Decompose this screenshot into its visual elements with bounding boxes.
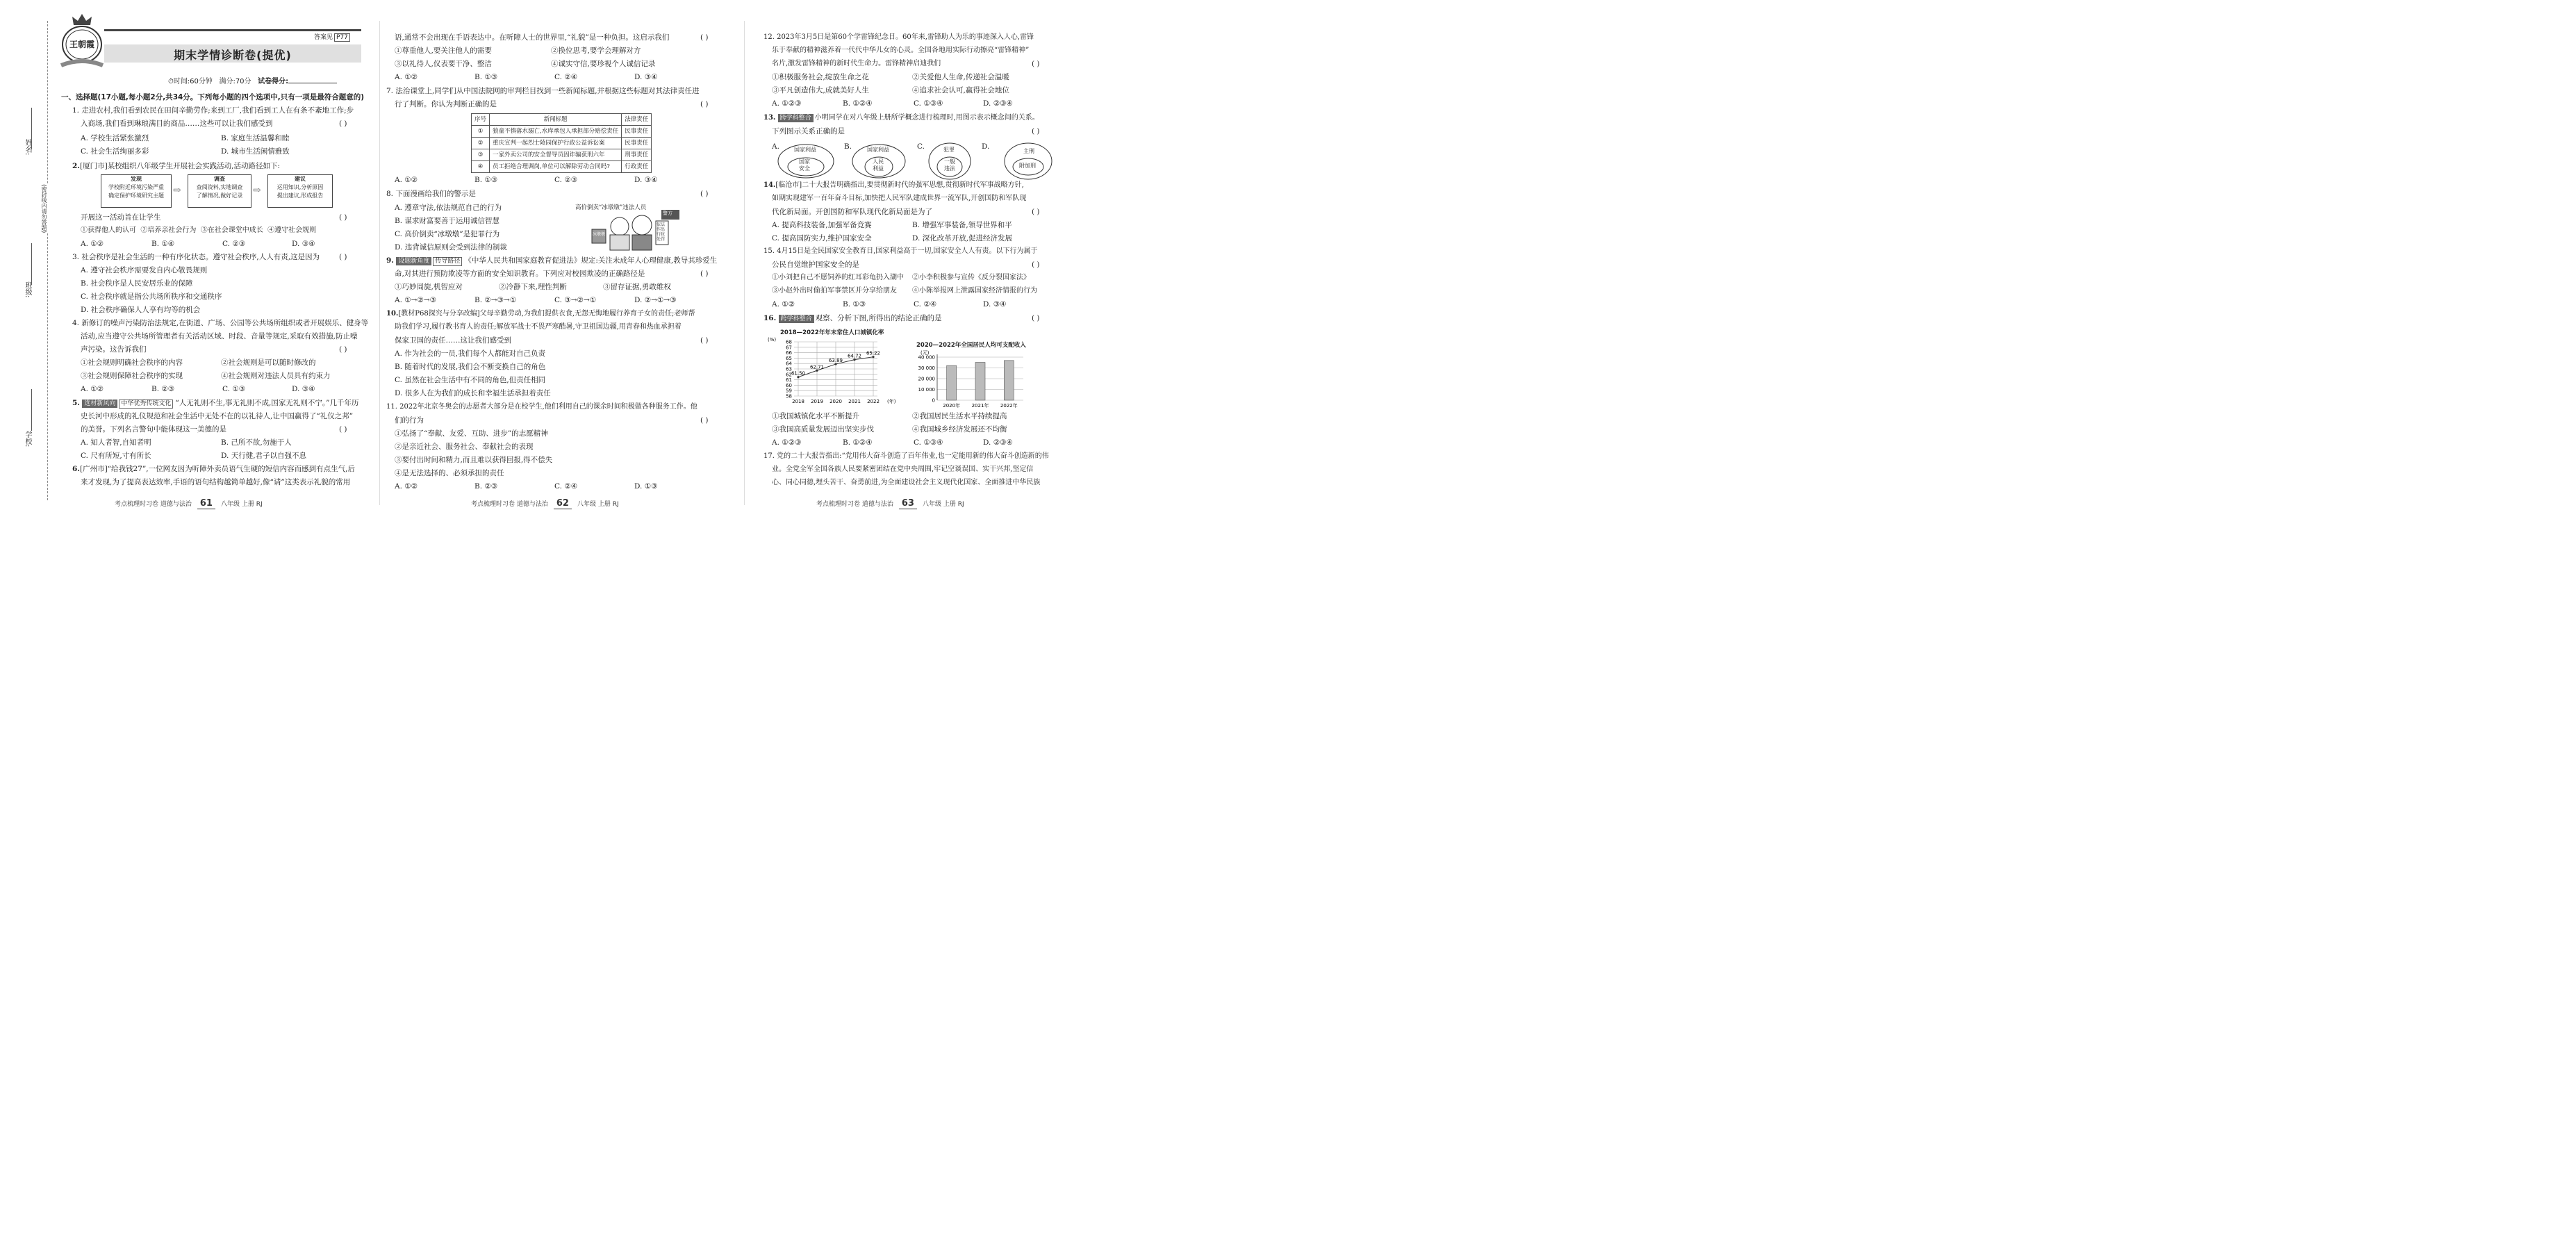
q3-stem: 3. 社会秩序是社会生活的一种有序化状态。遵守社会秩序,人人有责,这是因为 [72, 253, 320, 261]
chart1-title: 2018—2022年年末常住人口城镇化率 [780, 329, 884, 336]
q15-statement-2: ②小李积极参与宣传《反分裂国家法》 [912, 274, 1030, 281]
y-tick-label: 63 [786, 366, 792, 372]
x-tick-label: 2022年 [1000, 403, 1018, 408]
q10-option-a[interactable]: A. 作为社会的一员,我们每个人都能对自己负责 [395, 349, 546, 358]
q5-option-c[interactable]: C. 尺有所短,寸有所长 [81, 452, 151, 460]
answer-ref: 答案见 P77 [314, 32, 350, 41]
q6-statement-2: ②换位思考,要学会理解对方 [551, 47, 641, 55]
q15-statement-1: ①小刘把自己不愿饲养的红耳彩龟扔入湖中 [772, 274, 904, 281]
table-row: ① 狼童不慎落水溺亡,水库承包人承担部分赔偿责任 民事责任 [472, 126, 652, 138]
q1-option-c[interactable]: C. 社会生活绚丽多彩 [81, 147, 149, 156]
page-63 [747, 0, 1089, 526]
q10-stem-3: 保家卫国的责任……这让我们感受到 [395, 336, 511, 345]
diagram-c-outer-text: 犯罪 [943, 147, 955, 153]
school-label: 学校: [24, 431, 31, 447]
q4-statement-2: ②社会规则是可以随时修改的 [221, 359, 316, 367]
q8-option-d[interactable]: D. 违背诚信原则会受到法律的制裁 [395, 243, 507, 252]
table-header: 序号 [472, 114, 490, 126]
q12-option-c[interactable]: C. ①③④ [914, 99, 943, 108]
data-label: 63.89 [828, 358, 843, 364]
x-tick-label: 2021年 [971, 403, 989, 408]
cartoon-sign: 警方 [663, 211, 672, 216]
diagram-b-inner-text: 人民利益 [873, 158, 884, 172]
q7-option-a[interactable]: A. ①② [395, 176, 418, 184]
urbanization-line-chart [766, 335, 905, 408]
q17-stem-1: 17. 党的二十大报告指出:“党用伟大奋斗创造了百年伟业,也一定能用新的伟大奋斗创造新的伟 [763, 452, 1049, 460]
q11-statement-4: ④是无法选择的、必须承担的责任 [395, 469, 504, 477]
q9-option-c[interactable]: C. ③→②→① [554, 296, 597, 304]
q9-option-d[interactable]: D. ②→①→③ [634, 296, 677, 304]
q7-stem-1: 7. 法治课堂上,同学们从中国法院网的审判栏目找到一些新闻标题,并根据这些标题对其法律责任进 [386, 87, 700, 95]
q10-option-c[interactable]: C. 虽然在社会生活中有不同的角色,但责任相同 [395, 376, 546, 384]
title-rule [104, 29, 361, 31]
q13-stem-1: 13. 跨学科整合 小明同学在对八年级上册所学概念进行梳理时,用图示表示概念间的关系。 [763, 114, 1039, 122]
q2-stem-2: 开展这一活动旨在让学生 [81, 213, 161, 222]
y-tick-label: 30 000 [918, 365, 935, 371]
q12-option-d[interactable]: D. ②③④ [983, 99, 1013, 108]
x-axis-unit: (年) [887, 399, 896, 404]
flow-step-3: 建议 运用知识,分析原因 提出建议,形成报告 [267, 174, 333, 208]
q13-stem-2: 下列图示关系正确的是 [772, 127, 845, 135]
q5-stem-1: 5. 选材新风向 中华优秀传统文化 “人无礼则不生,事无礼则不成,国家无礼则不宁。”几千年历 [72, 399, 359, 407]
q4-option-a[interactable]: A. ①② [81, 385, 104, 393]
flow-step-1: 发现 学校附近环境污染严重 确定保护环境研究主题 [101, 174, 172, 208]
clock-icon: ⏱ [168, 78, 174, 85]
flow-step-2: 调查 查阅资料,实地调查 了解情况,做好记录 [188, 174, 251, 208]
cartoon-caption: 高价倒卖“冰墩墩”违法人员 [575, 204, 647, 211]
q8-stem: 8. 下面漫画给我们的警示是 [386, 190, 476, 198]
page-61 [0, 0, 379, 526]
diagram-b-label[interactable]: B. [844, 142, 852, 151]
q15-statement-3: ③小赵外出时偷拍军事禁区并分享给朋友 [772, 287, 897, 295]
q16-option-a[interactable]: A. ①②③ [772, 438, 802, 447]
q1-answer-box[interactable]: ( ) [339, 120, 347, 128]
q4-answer-box[interactable]: ( ) [339, 345, 347, 354]
data-label: 62.71 [809, 364, 825, 370]
q12-statement-2: ②关爱他人生命,传递社会温暖 [912, 73, 1009, 81]
q15-statement-4: ④小陈举报网上泄露国家经济情报的行为 [912, 287, 1037, 295]
q12-statement-4: ④追求社会认可,赢得社会地位 [912, 86, 1009, 94]
diagram-c-label[interactable]: C. [917, 142, 925, 151]
q14-option-c[interactable]: C. 提高国防实力,维护国家安全 [772, 234, 872, 242]
q15-option-a[interactable]: A. ①② [772, 300, 795, 308]
q5-stem-2: 史长河中形成的礼仪规范和社会生活中无处不在的以礼待人,让中国赢得了“礼仪之邦” [81, 412, 354, 420]
diagram-a-label[interactable]: A. [772, 142, 779, 151]
q11-statement-3: ③要付出时间和精力,而且难以获得回报,得不偿失 [395, 456, 553, 464]
income-bar-chart [905, 347, 1044, 408]
q15-option-d[interactable]: D. ③④ [983, 300, 1007, 308]
y-tick-label: 10 000 [918, 387, 935, 393]
x-tick-label: 2019 [811, 399, 823, 404]
y-tick-label: 64 [786, 361, 792, 367]
q14-option-d[interactable]: D. 深化改革开放,促进经济发展 [912, 234, 1013, 242]
q6-stem-1: 6.[广州市]“给我钱27”,一位网友因为听障外卖员语气生硬的短信内容而感到有点生气,后 [72, 465, 355, 473]
q15-option-b[interactable]: B. ①③ [843, 300, 866, 308]
q1-option-b[interactable]: B. 家庭生活温馨和睦 [221, 134, 290, 142]
page-divider [744, 21, 745, 505]
q6-stem-2: 来才发现,为了提高表达效率,手语的语句结构越简单越好,像“请”这类表示礼貌的常用 [81, 478, 351, 486]
x-tick-label: 2022 [867, 399, 880, 404]
x-tick-label: 2021 [848, 399, 861, 404]
q11-statement-1: ①弘扬了“奉献、友爱、互助、进步”的志愿精神 [395, 429, 548, 438]
q4-stem-3: 声污染。这告诉我们 [81, 345, 147, 354]
q14-stem-3: 代化新局面。开创国防和军队现代化新局面是为了 [772, 208, 932, 216]
chart2-title: 2020—2022年全国居民人均可支配收入 [916, 342, 1026, 349]
q5-option-d[interactable]: D. 天行健,君子以自强不息 [221, 452, 307, 460]
q10-answer-box[interactable]: ( ) [700, 336, 709, 345]
q2-option-c[interactable]: C. ②③ [222, 240, 246, 248]
diagram-c-inner-text: 一般违法 [944, 158, 955, 172]
q12-stem-3: 名片,激发雷锋精神的新时代生命力。雷锋精神启迪我们 [772, 60, 941, 67]
table-header: 新闻标题 [490, 114, 622, 126]
footer: 考点梳理时习卷 道德与法治 61 八年级 上册 RJ [115, 498, 263, 509]
y-axis-unit: (%) [768, 337, 777, 343]
q12-stem-1: 12. 2023年3月5日是第60个学雷锋纪念日。60年来,雷锋助人为乐的事迹深入人心,雷锋 [763, 33, 1034, 41]
q2-stem: 2.[厦门市]某校组织八年级学生开展社会实践活动,活动路径如下: [72, 162, 281, 170]
q5-answer-box[interactable]: ( ) [339, 425, 347, 434]
q16-stem: 16. 跨学科整合 观察、分析下图,所得出的结论正确的是 [763, 314, 942, 322]
page-title: 期末学情诊断卷(提优) [174, 49, 292, 62]
q15-stem-1: 15. 4月15日是全民国家安全教育日,国家利益高于一切,国家安全人人有责。以下行为属于 [763, 247, 1038, 255]
q9-statement-1: ①巧妙周旋,机智应对 [395, 283, 463, 291]
exam-info: ⏱时间:60分钟 满分:70分 试卷得分: [168, 75, 337, 85]
x-tick-label: 2018 [792, 399, 804, 404]
q9-option-b[interactable]: B. ②→③→① [474, 296, 517, 304]
q3-option-b[interactable]: B. 社会秩序是人民安居乐业的保障 [81, 279, 193, 288]
q12-statement-1: ①积极服务社会,绽放生命之花 [772, 73, 869, 81]
q10-option-b[interactable]: B. 随着时代的发展,我们会不断变换自己的角色 [395, 363, 546, 371]
q12-answer-box[interactable]: ( ) [1032, 60, 1040, 68]
q5-option-a[interactable]: A. 知人者智,自知者明 [81, 438, 151, 447]
q11-option-c[interactable]: C. ②④ [554, 482, 578, 491]
q16-option-d[interactable]: D. ②③④ [983, 438, 1013, 447]
footer: 考点梳理时习卷 道德与法治 63 八年级 上册 RJ [816, 498, 964, 509]
y-tick-label: 66 [786, 350, 792, 356]
q16-statement-2: ②我国居民生活水平持续提高 [912, 412, 1007, 420]
class-label: 班级: [24, 281, 31, 298]
q16-option-c[interactable]: C. ①③④ [914, 438, 943, 447]
q11-statement-2: ②是亲近社会、服务社会、奉献社会的表现 [395, 443, 534, 451]
y-tick-label: 20 000 [918, 376, 935, 382]
q6-statement-4: ④诚实守信,要珍视个人诚信记录 [551, 60, 656, 68]
q16-statement-4: ④我国城乡经济发展还不均衡 [912, 425, 1007, 434]
q11-stem-1: 11. 2022年北京冬奥会的志愿者大部分是在校学生,他们利用自己的课余时间积极做各种服务工作。他 [386, 403, 697, 411]
cartoon-bag: 冰墩墩 [593, 232, 606, 237]
diagram-d-label[interactable]: D. [982, 142, 990, 151]
q7-option-b[interactable]: B. ①③ [474, 176, 498, 184]
q10-option-d[interactable]: D. 很多人在为我们的成长和幸福生活承担着责任 [395, 389, 551, 397]
q10-stem-1: 10.[教材P68探究与分享改编]父母辛勤劳动,为我们提供衣食,无怨无悔地履行养育子女的责任;老师帮 [386, 310, 695, 318]
page-62 [381, 0, 742, 526]
footer: 考点梳理时习卷 道德与法治 62 八年级 上册 RJ [471, 498, 619, 509]
q11-option-b[interactable]: B. ②③ [474, 482, 498, 491]
q14-stem-1: 14.[临沧市]二十大报告明确指出,要贯彻新时代的强军思想,贯彻新时代军事战略方针, [763, 181, 1024, 189]
q13-answer-box[interactable]: ( ) [1032, 127, 1040, 135]
q16-option-b[interactable]: B. ①②④ [843, 438, 873, 447]
data-label: 61.50 [791, 370, 806, 377]
q4-stem-1: 4. 新修订的噪声污染防治法规定,在街道、广场、公园等公共场所组织或者开展娱乐、健身等 [72, 319, 369, 327]
name-field[interactable] [31, 108, 32, 149]
q5-stem-3: 的美誉。下列名言警句中能体现这一美德的是 [81, 425, 226, 434]
q6-stem-3: 语,通常不会出现在手语表达中。在听障人士的世界里,“礼貌”是一种负担。这启示我们 [395, 33, 670, 42]
q9-option-a[interactable]: A. ①→②→③ [395, 296, 437, 304]
q9-statement-2: ②冷静下来,理性判断 [499, 283, 567, 291]
y-tick-label: 62 [786, 372, 792, 378]
y-tick-label: 59 [786, 388, 792, 394]
q6-statement-3: ③以礼待人,仪表要干净、整洁 [395, 60, 492, 68]
q8-option-a[interactable]: A. 遵章守法,依法规范自己的行为 [395, 204, 502, 212]
q7-option-d[interactable]: D. ③④ [634, 176, 658, 184]
y-tick-label: 61 [786, 377, 792, 384]
q1-stem-2: 入商场,我们看到琳琅满目的商品……这些可以让我们感受到 [81, 120, 273, 128]
q16-answer-box[interactable]: ( ) [1032, 314, 1040, 322]
q6-statement-1: ①尊重他人,要关注他人的需要 [395, 47, 492, 55]
q14-answer-box[interactable]: ( ) [1032, 208, 1040, 216]
logo-text: 王朝霞 [69, 40, 94, 49]
diagram-a-outer-text: 国家利益 [794, 147, 816, 153]
y-axis-unit: (元) [920, 350, 930, 356]
q6-answer-box[interactable]: ( ) [700, 33, 709, 42]
q9-stem-2: 命,对其进行预防欺凌等方面的安全知识教育。下列应对校园欺凌的正确路径是 [395, 270, 645, 278]
q4-option-c[interactable]: C. ①③ [222, 385, 246, 393]
q3-option-d[interactable]: D. 社会秩序确保人人享有均等的机会 [81, 306, 201, 314]
q16-statement-3: ③我国高质量发展迈出坚实步伐 [772, 425, 874, 434]
class-field[interactable] [31, 243, 32, 285]
q8-option-c[interactable]: C. 高价倒卖“冰墩墩”是犯罪行为 [395, 230, 500, 238]
y-tick-label: 58 [786, 393, 792, 400]
bar [1004, 361, 1014, 400]
diagram-b-outer-text: 国家利益 [867, 147, 889, 153]
y-tick-label: 67 [786, 345, 792, 351]
q5-option-b[interactable]: B. 己所不欲,勿施于人 [221, 438, 292, 447]
q12-stem-2: 乐于奉献的精神滋养着一代代中华儿女的心灵。全国各地用实际行动擦亮“雷锋精神” [772, 47, 1030, 54]
q9-answer-box[interactable]: ( ) [700, 270, 709, 278]
q2-option-d[interactable]: D. ③④ [292, 240, 315, 248]
page-number: 62 [554, 498, 572, 509]
q6-option-d[interactable]: D. ③④ [634, 73, 658, 81]
q14-option-b[interactable]: B. 增强军事装备,领导世界和平 [912, 221, 1012, 229]
q3-option-a[interactable]: A. 遵守社会秩序需要发自内心敬畏规则 [81, 266, 208, 274]
y-tick-label: 60 [786, 382, 792, 388]
q14-option-a[interactable]: A. 提高科技装备,加强军备竞赛 [772, 221, 872, 229]
page-divider [379, 21, 380, 505]
q6-option-a[interactable]: A. ①② [395, 73, 418, 81]
diagram-d-outer-text: 主刑 [1023, 148, 1034, 154]
q6-option-c[interactable]: C. ②④ [554, 73, 578, 81]
q15-stem-2: 公民自觉维护国家安全的是 [772, 261, 859, 269]
q2-answer-box[interactable]: ( ) [339, 213, 347, 222]
q4-statement-4: ④社会规则对违法人员具有约束力 [221, 372, 331, 380]
school-field[interactable] [31, 389, 32, 431]
q11-option-d[interactable]: D. ①③ [634, 482, 658, 491]
q3-option-c[interactable]: C. 社会秩序就是指公共场所秩序和交通秩序 [81, 293, 222, 301]
section-title: 一、选择题(17小题,每小题2分,共34分。下列每小题的四个选项中,只有一项是最符合题意的) [61, 93, 365, 101]
q4-statement-3: ③社会规则保障社会秩序的实现 [81, 372, 183, 380]
q11-option-a[interactable]: A. ①② [395, 482, 418, 491]
q11-answer-box[interactable]: ( ) [700, 416, 709, 425]
q15-answer-box[interactable]: ( ) [1032, 261, 1040, 269]
bar [947, 365, 957, 400]
q1-option-d[interactable]: D. 城市生活闲情雅致 [221, 147, 290, 156]
q11-stem-2: 们的行为 [395, 416, 424, 425]
q12-option-b[interactable]: B. ①②④ [843, 99, 873, 108]
table-row: ② 重庆宣判一起烈士陵园保护行政公益诉讼案 民事责任 [472, 138, 652, 149]
name-label: 姓名: [24, 139, 31, 156]
q16-statement-1: ①我国城镇化水平不断提升 [772, 412, 859, 420]
q12-option-a[interactable]: A. ①②③ [772, 99, 802, 108]
q1-option-a[interactable]: A. 学校生活紧张激烈 [81, 134, 149, 142]
q4-option-d[interactable]: D. ③④ [292, 385, 315, 393]
data-label: 64.72 [847, 353, 862, 359]
cartoon-document: 依法作出行政处罚 [657, 222, 666, 242]
x-tick-label: 2020年 [943, 403, 961, 408]
y-tick-label: 0 [932, 397, 935, 404]
table-row: ④ 员工拒绝合理调岗,单位可以解除劳动合同吗? 行政责任 [472, 161, 652, 173]
q2-option-b[interactable]: B. ①④ [151, 240, 175, 248]
table-row: ③ 一家外卖公司的安全督导员因诈骗获刑六年 刑事责任 [472, 149, 652, 161]
q8-answer-box[interactable]: ( ) [700, 190, 709, 198]
q4-statement-1: ①社会规则明确社会秩序的内容 [81, 359, 183, 367]
q15-option-c[interactable]: C. ②④ [914, 300, 937, 308]
q4-stem-2: 活动,应当遵守公共场所管理者有关活动区域、时段、音量等规定,采取有效措施,防止噪 [81, 332, 358, 340]
arrow-icon: ⇨ [253, 185, 261, 196]
q2-option-a[interactable]: A. ①② [81, 240, 104, 248]
page-number: 61 [197, 498, 215, 509]
y-tick-label: 68 [786, 339, 792, 345]
diagram-a-inner-text: 国家安全 [799, 158, 810, 172]
q2-statements: ①获得他人的认可 ②培养亲社会行为 ③在社会课堂中成长 ④遵守社会规则 [81, 227, 317, 234]
arrow-icon: ⇨ [173, 185, 181, 196]
diagram-d-inner-text: 附加刑 [1019, 163, 1036, 169]
activity-flowchart [101, 174, 337, 209]
q14-stem-2: 如期实现建军一百年奋斗目标,加快把人民军队建成世界一流军队,开创国防和军队现 [772, 195, 1027, 202]
seal-line [47, 21, 48, 500]
q17-stem-2: 业。全党全军全国各族人民要紧密团结在党中央周围,牢记空谈误国、实干兴邦,坚定信 [772, 466, 1034, 473]
data-label: 65.22 [866, 350, 881, 356]
q17-stem-3: 心、同心同德,埋头苦干、奋勇前进,为全面建设社会主义现代化国家、全面推进中华民族 [772, 479, 1041, 486]
q10-stem-2: 助我们学习,履行教书育人的责任;解放军战士不畏严寒酷暑,守卫祖国边疆,用青春和热血承担着 [395, 323, 682, 331]
q7-option-c[interactable]: C. ②③ [554, 176, 578, 184]
q3-answer-box[interactable]: ( ) [339, 253, 347, 261]
q4-option-b[interactable]: B. ②③ [151, 385, 175, 393]
page-number: 63 [899, 498, 917, 509]
seal-note: (密封线内请勿答题) [41, 184, 47, 233]
q9-statement-3: ③留存证据,勇敢维权 [603, 283, 671, 291]
news-table [471, 113, 652, 173]
table-header: 法律责任 [622, 114, 652, 126]
y-tick-label: 40 000 [918, 354, 935, 361]
bar [975, 363, 985, 400]
q6-option-b[interactable]: B. ①③ [474, 73, 498, 81]
q7-answer-box[interactable]: ( ) [700, 100, 709, 108]
q9-stem-1: 9. 设题新角度 传导路径 《中华人民共和国家庭教育促进法》规定:关注未成年人心理健康,教导其珍爱生 [386, 256, 718, 265]
q12-statement-3: ③平凡创造伟大,成就美好人生 [772, 86, 869, 94]
y-tick-label: 65 [786, 355, 792, 361]
q7-stem-2: 行了判断。你认为判断正确的是 [395, 100, 497, 108]
q1-stem-1: 1. 走进农村,我们看到农民在田间辛勤劳作;来到工厂,我们看到工人在有条不紊地工作;步 [72, 106, 354, 115]
q8-option-b[interactable]: B. 谋求财富要善于运用诚信智慧 [395, 217, 499, 225]
x-tick-label: 2020 [829, 399, 842, 404]
